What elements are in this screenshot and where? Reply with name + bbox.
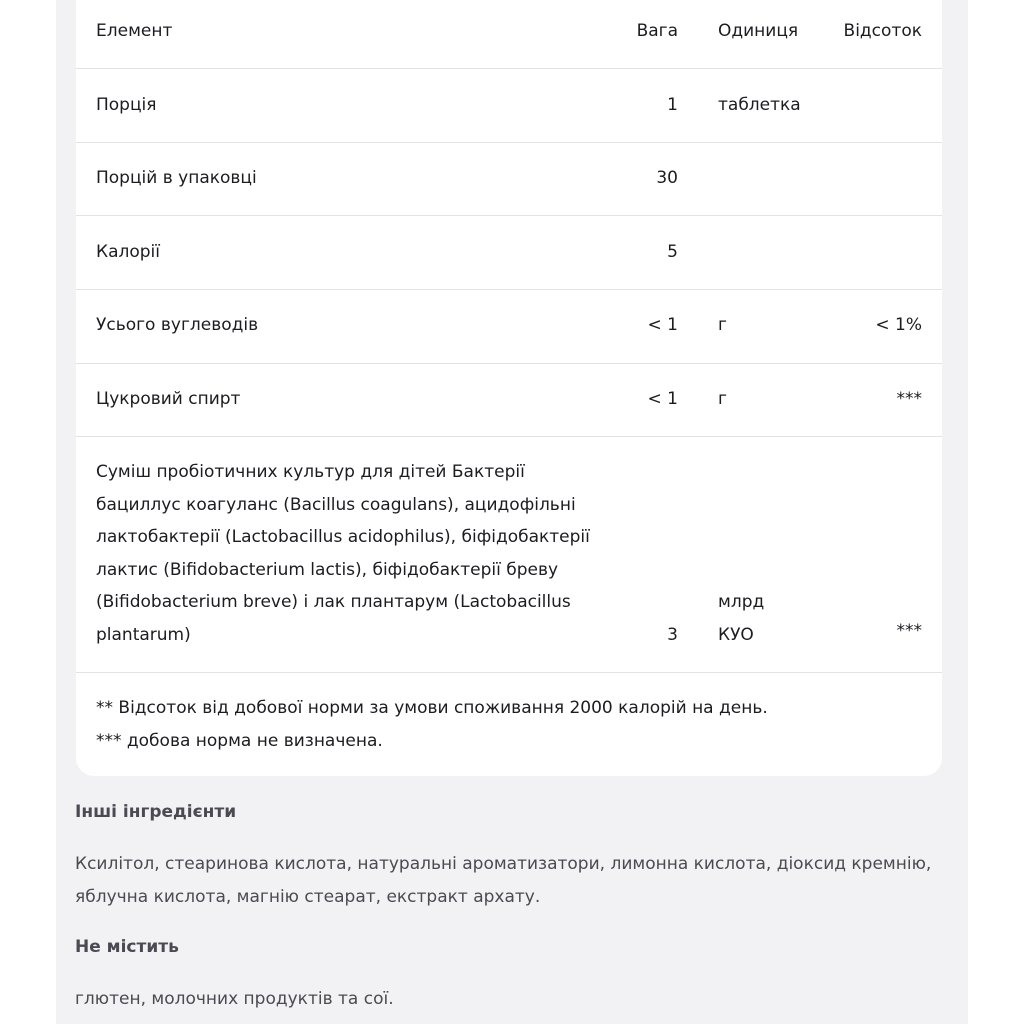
row-percent: *** [896,621,922,641]
row-percent: *** [896,389,922,409]
table-row [76,69,942,143]
table-header-row [76,0,942,69]
table-row [76,437,942,673]
row-name: Усього вуглеводів [96,315,259,335]
row-name: Порцій в упаковці [96,168,257,188]
table-row [76,364,942,437]
row-name: Цукровий спирт [96,389,241,409]
row-weight: 30 [656,168,678,188]
other-ingredients-text: Ксилітол, стеаринова кислота, натуральні ароматизатори, лимонна кислота, діоксид кремнію, яблучна кислота, магнію стеарат, екстракт архату. [75,854,932,907]
row-weight: 3 [667,625,678,645]
row-name: Калорії [96,242,160,262]
footnote-daily-value: ** Відсоток від добової норми за умови споживання 2000 калорій на день. [96,698,768,718]
other-ingredients-heading: Інші інгредієнти [75,802,237,822]
row-percent: < 1% [875,315,922,335]
row-weight: < 1 [647,389,678,409]
free-from-text: глютен, молочних продуктів та сої. [75,989,394,1009]
supplement-facts-table [76,0,942,776]
row-name: Порція [96,95,157,115]
row-unit: г [718,389,727,409]
free-from-heading: Не містить [75,937,179,957]
row-weight: < 1 [647,315,678,335]
header-percent: Відсоток [843,21,922,41]
table-row [76,216,942,290]
row-unit: млрд КУО [718,592,765,645]
row-unit: таблетка [718,95,801,115]
table-row [76,290,942,364]
row-unit: г [718,315,727,335]
header-weight: Вага [636,21,678,41]
footnote-not-established: *** добова норма не визначена. [96,730,383,751]
row-weight: 1 [667,95,678,115]
table-row [76,143,942,216]
table-footnotes [96,692,768,757]
header-unit: Одиниця [718,21,799,41]
row-weight: 5 [667,242,678,262]
row-name: Суміш пробіотичних культур для дітей Бактерії бациллус коагуланс (Bacillus coagulans), ацидофільні лактобактерії (Lactobacillus acidophilus), біфідобактерії лактис (Bifidobacterium lactis), біфідобактерії бреву (Bifidobacterium breve) і лак плантарум (Lactobacillus plantarum) [96,462,590,645]
header-element: Елемент [96,21,173,41]
